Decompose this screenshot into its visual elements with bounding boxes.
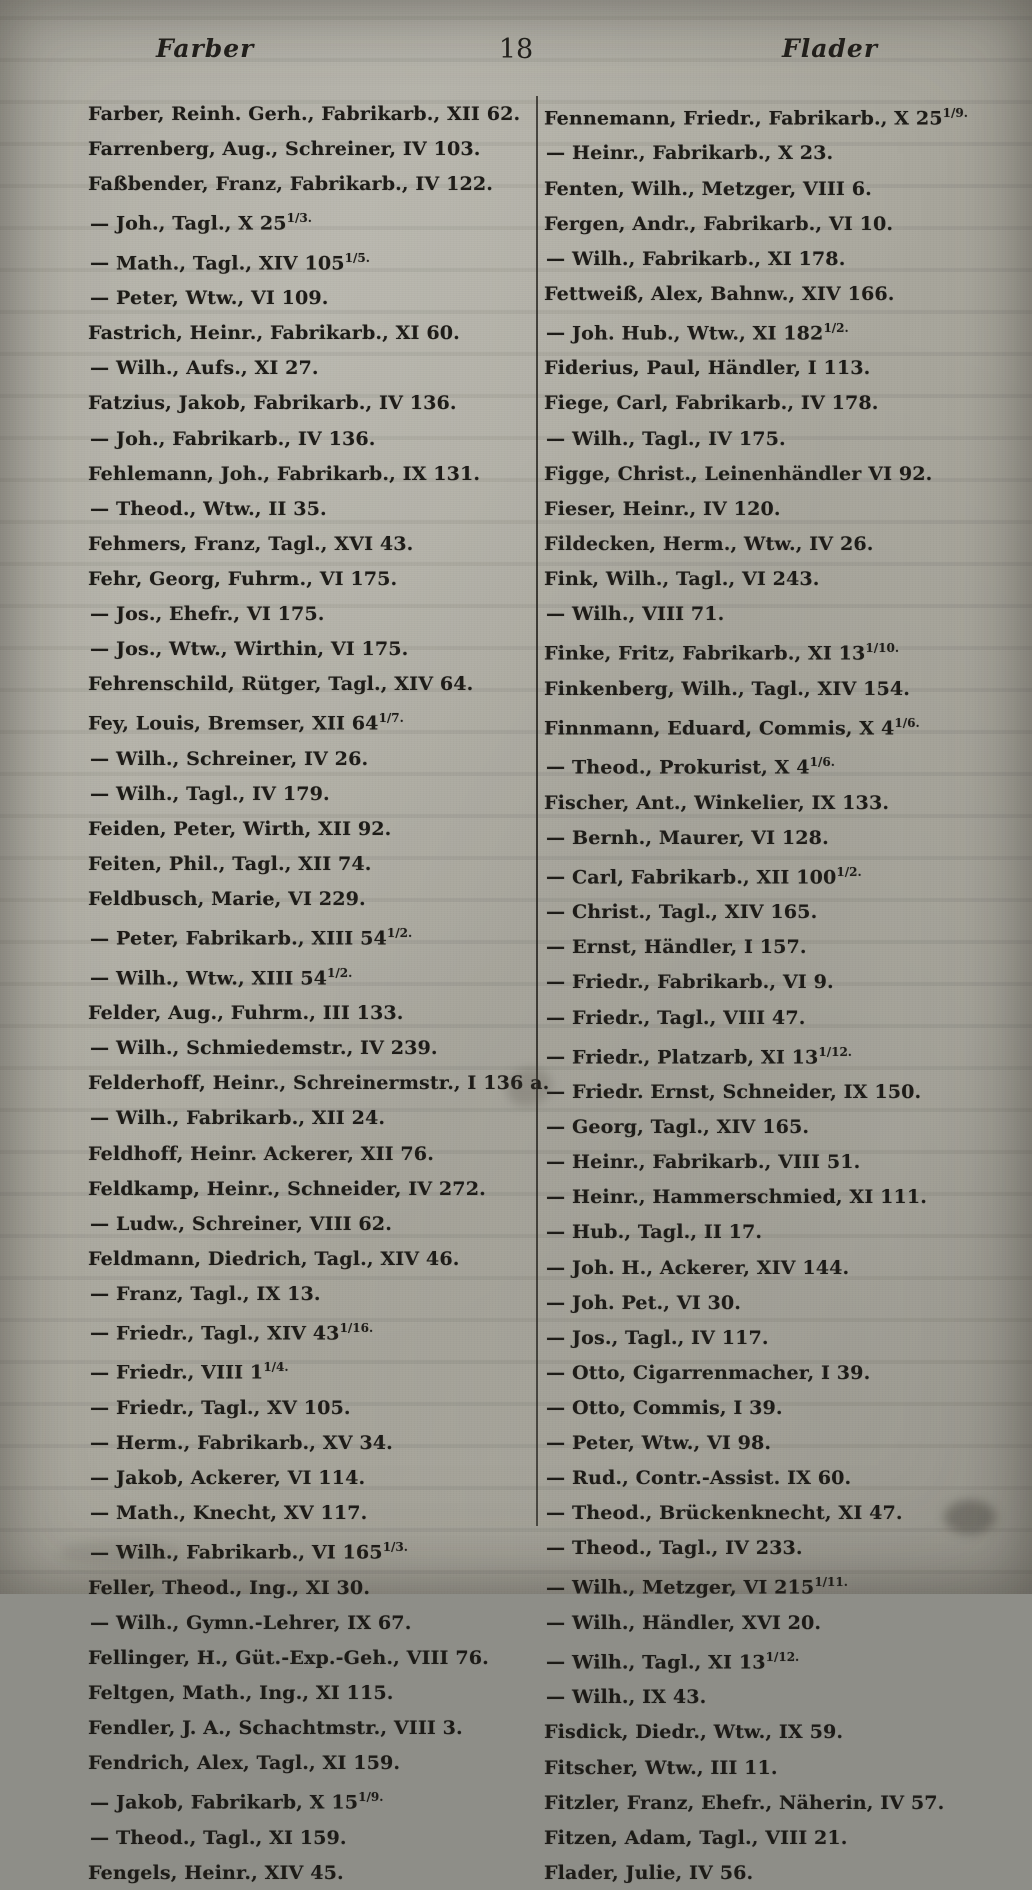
entry-fraction: 1/2. — [836, 864, 862, 879]
directory-entry — [88, 421, 504, 456]
entry-fraction: 1/10. — [865, 641, 900, 656]
entry-text: Fettweiß, Alex, Bahnw., XIV 166. — [544, 281, 895, 305]
repeat-dash: — — [546, 1290, 566, 1314]
entry-text: Peter, Wtw., VI 109. — [116, 286, 329, 310]
directory-entry — [544, 1390, 956, 1425]
entry-fraction: 1/12. — [818, 1044, 852, 1059]
directory-entry — [544, 1250, 956, 1285]
header-left-guideword: Farber — [156, 34, 255, 63]
repeat-dash: — — [546, 900, 566, 924]
entry-text: Joh. Hub., Wtw., XI 182 — [572, 321, 824, 345]
entry-fraction: 1/9. — [942, 106, 968, 120]
directory-entry — [544, 855, 956, 894]
directory-entry — [88, 1570, 504, 1605]
entry-fraction: 1/7. — [378, 711, 404, 726]
directory-entry — [88, 1065, 550, 1100]
repeat-dash: — — [546, 755, 566, 779]
directory-entry — [88, 1136, 504, 1171]
entry-text: Theod., Brückenknecht, XI 47. — [572, 1501, 903, 1525]
entry-fraction: 1/11. — [814, 1575, 848, 1590]
entry-text: Ernst, Händler, I 157. — [572, 935, 807, 959]
directory-entry — [88, 1171, 504, 1206]
directory-entry — [88, 96, 521, 131]
entry-text: Friedr., Tagl., XV 105. — [116, 1395, 351, 1419]
entry-text: Fitzler, Franz, Ehefr., Näherin, IV 57. — [544, 1790, 945, 1814]
entry-text: Fengels, Heinr., XIV 45. — [88, 1860, 344, 1884]
repeat-dash: — — [546, 426, 566, 450]
repeat-dash: — — [546, 1255, 566, 1279]
entry-text: Fiderius, Paul, Händler, I 113. — [544, 356, 871, 380]
directory-entry — [544, 1144, 956, 1179]
directory-entry — [88, 596, 504, 631]
directory-entry — [544, 631, 956, 670]
entry-fraction: 1/12. — [765, 1649, 800, 1664]
entry-text: Joh., Tagl., X 25 — [116, 211, 287, 235]
directory-entry — [544, 1035, 956, 1074]
entry-text: Fehlemann, Joh., Fabrikarb., IX 131. — [88, 461, 481, 485]
directory-entry — [88, 201, 504, 240]
entry-text: Wilh., Gymn.-Lehrer, IX 67. — [116, 1610, 412, 1634]
entry-text: Feldkamp, Heinr., Schneider, IV 272. — [88, 1176, 486, 1200]
entry-text: Theod., Wtw., II 35. — [116, 496, 327, 520]
page-number: 18 — [498, 34, 534, 65]
entry-text: Finkenberg, Wilh., Tagl., XIV 154. — [544, 676, 911, 700]
repeat-dash: — — [90, 1790, 110, 1814]
repeat-dash: — — [546, 1185, 566, 1209]
entry-text: Jos., Wtw., Wirthin, VI 175. — [116, 637, 409, 661]
entry-text: Heinr., Fabrikarb., VIII 51. — [572, 1150, 861, 1174]
repeat-dash: — — [546, 1220, 566, 1244]
repeat-dash: — — [90, 1106, 110, 1130]
entry-text: Otto, Commis, I 39. — [572, 1395, 783, 1419]
directory-entry — [544, 206, 956, 241]
directory-entry — [544, 1785, 956, 1820]
entry-fraction: 1/6. — [894, 715, 920, 730]
repeat-dash: — — [90, 1036, 110, 1060]
entry-text: Finnmann, Eduard, Commis, X 4 — [544, 716, 895, 740]
repeat-dash: — — [90, 1466, 110, 1490]
directory-entry — [544, 1605, 956, 1640]
directory-entry — [544, 171, 956, 206]
directory-entry — [544, 1214, 956, 1249]
entry-text: Feldbusch, Marie, VI 229. — [88, 887, 366, 911]
entry-text: Feldmann, Diedrich, Tagl., XIV 46. — [88, 1246, 460, 1270]
directory-entry — [88, 280, 504, 315]
entry-fraction: 1/5. — [344, 250, 370, 265]
directory-entry — [544, 745, 956, 784]
entry-text: Feldhoff, Heinr. Ackerer, XII 76. — [88, 1141, 434, 1165]
directory-entry — [88, 1780, 504, 1819]
directory-entry — [544, 1495, 956, 1530]
directory-entry — [544, 1355, 956, 1390]
repeat-dash: — — [90, 926, 110, 950]
entry-text: Wilh., Tagl., IV 175. — [572, 426, 786, 450]
directory-entry — [88, 1530, 504, 1569]
entry-text: Friedr., Platzarb, XI 13 — [572, 1044, 819, 1068]
repeat-dash: — — [90, 251, 110, 275]
repeat-dash: — — [546, 602, 566, 626]
entry-text: Ludw., Schreiner, VIII 62. — [116, 1211, 392, 1235]
directory-entry — [88, 1745, 504, 1780]
entry-fraction: 1/2. — [823, 320, 849, 335]
directory-entry — [88, 666, 504, 701]
entry-text: Farrenberg, Aug., Schreiner, IV 103. — [88, 137, 481, 161]
directory-entry — [544, 1640, 956, 1679]
entry-text: Peter, Fabrikarb., XIII 54 — [116, 926, 387, 950]
entry-text: Wilh., Fabrikarb., XI 178. — [572, 246, 846, 270]
entry-text: Fellinger, H., Güt.-Exp.-Geh., VIII 76. — [88, 1645, 489, 1669]
directory-entry — [544, 241, 956, 276]
directory-entry — [88, 741, 504, 776]
left-column — [88, 96, 550, 1884]
repeat-dash: — — [546, 1610, 566, 1634]
entry-text: Friedr., Tagl., XIV 43 — [116, 1321, 340, 1345]
repeat-dash: — — [546, 1044, 566, 1068]
entry-fraction: 1/4. — [263, 1360, 289, 1375]
entry-fraction: 1/3. — [286, 211, 312, 226]
entry-text: Heinr., Fabrikarb., X 23. — [572, 141, 834, 165]
repeat-dash: — — [90, 746, 110, 770]
directory-entry — [544, 561, 956, 596]
entry-text: Bernh., Maurer, VI 128. — [572, 825, 829, 849]
directory-entry — [88, 385, 504, 420]
repeat-dash: — — [90, 1610, 110, 1634]
directory-entry — [88, 631, 504, 666]
entry-text: Flader, Julie, IV 56. — [544, 1860, 754, 1884]
directory-entry — [544, 1714, 956, 1749]
repeat-dash: — — [90, 781, 110, 805]
directory-entry — [88, 1460, 504, 1495]
repeat-dash: — — [90, 602, 110, 626]
entry-text: Figge, Christ., Leinenhändler VI 92. — [544, 461, 933, 485]
entry-text: Joh. H., Ackerer, XIV 144. — [572, 1255, 850, 1279]
directory-entry — [88, 776, 504, 811]
entry-text: Fendler, J. A., Schachtmstr., VIII 3. — [88, 1716, 463, 1740]
repeat-dash: — — [546, 1325, 566, 1349]
entry-text: Hub., Tagl., II 17. — [572, 1220, 763, 1244]
directory-entry — [88, 916, 504, 955]
directory-entry — [544, 964, 956, 999]
repeat-dash: — — [546, 865, 566, 889]
directory-entry — [88, 1495, 504, 1530]
directory-entry — [88, 811, 504, 846]
entry-fraction: 1/16. — [339, 1320, 374, 1335]
directory-entry — [544, 421, 956, 456]
entry-text: Fitzen, Adam, Tagl., VIII 21. — [544, 1825, 848, 1849]
repeat-dash: — — [90, 1211, 110, 1235]
repeat-dash: — — [546, 970, 566, 994]
entry-text: Fehmers, Franz, Tagl., XVI 43. — [88, 531, 414, 555]
entry-text: Franz, Tagl., IX 13. — [116, 1281, 321, 1305]
repeat-dash: — — [546, 1360, 566, 1384]
directory-entry — [544, 706, 956, 745]
entry-text: Feiten, Phil., Tagl., XII 74. — [88, 852, 372, 876]
entry-text: Otto, Cigarrenmacher, I 39. — [572, 1360, 871, 1384]
entry-text: Fennemann, Friedr., Fabrikarb., X 25 — [544, 106, 943, 130]
directory-entry — [88, 995, 504, 1030]
repeat-dash: — — [90, 1825, 110, 1849]
directory-entry — [544, 385, 956, 420]
directory-entry — [544, 276, 956, 311]
repeat-dash: — — [546, 1395, 566, 1419]
repeat-dash: — — [546, 1536, 566, 1560]
entry-text: Fatzius, Jakob, Fabrikarb., IV 136. — [88, 391, 457, 415]
directory-entry — [88, 456, 504, 491]
entry-fraction: 1/3. — [382, 1540, 408, 1555]
entry-text: Fieser, Heinr., IV 120. — [544, 496, 781, 520]
repeat-dash: — — [90, 1501, 110, 1525]
directory-entry — [88, 491, 504, 526]
entry-text: Feiden, Peter, Wirth, XII 92. — [88, 816, 392, 840]
directory-entry — [88, 1710, 504, 1745]
directory-entry — [544, 1000, 956, 1035]
directory-entry — [88, 1425, 504, 1460]
directory-entry — [544, 1179, 956, 1214]
directory-entry — [544, 1750, 956, 1785]
directory-columns — [88, 96, 968, 1884]
repeat-dash: — — [90, 1395, 110, 1419]
entry-fraction: 1/2. — [327, 965, 353, 980]
directory-entry — [544, 1320, 956, 1355]
entry-text: Math., Tagl., XIV 105 — [116, 251, 345, 275]
directory-entry — [544, 1460, 956, 1495]
directory-entry — [544, 135, 956, 170]
repeat-dash: — — [546, 1650, 566, 1674]
entry-text: Friedr., Tagl., VIII 47. — [572, 1005, 806, 1029]
entry-text: Carl, Fabrikarb., XII 100 — [572, 865, 837, 889]
repeat-dash: — — [546, 935, 566, 959]
directory-entry — [88, 526, 504, 561]
entry-text: Felder, Aug., Fuhrm., III 133. — [88, 1001, 404, 1025]
entry-text: Herm., Fabrikarb., XV 34. — [116, 1430, 393, 1454]
directory-entry — [544, 1425, 956, 1460]
directory-entry — [544, 491, 956, 526]
entry-text: Math., Knecht, XV 117. — [116, 1501, 368, 1525]
directory-entry — [544, 1820, 956, 1855]
directory-entry — [88, 1030, 504, 1065]
entry-text: Friedr. Ernst, Schneider, IX 150. — [572, 1080, 922, 1104]
directory-entry — [88, 1311, 504, 1350]
repeat-dash: — — [546, 1115, 566, 1139]
entry-text: Joh., Fabrikarb., IV 136. — [116, 426, 376, 450]
entry-text: Joh. Pet., VI 30. — [572, 1290, 742, 1314]
directory-entry — [88, 846, 504, 881]
entry-text: Fey, Louis, Bremser, XII 64 — [88, 711, 379, 735]
directory-entry — [544, 671, 956, 706]
entry-text: Wilh., Fabrikarb., VI 165 — [116, 1540, 383, 1564]
entry-text: Feltgen, Math., Ing., XI 115. — [88, 1681, 394, 1704]
entry-text: Jos., Tagl., IV 117. — [572, 1325, 769, 1349]
directory-entry — [88, 701, 504, 740]
repeat-dash: — — [90, 1540, 110, 1564]
entry-fraction: 1/6. — [809, 755, 835, 770]
directory-entry — [88, 1390, 504, 1425]
entry-text: Jos., Ehefr., VI 175. — [116, 602, 325, 626]
repeat-dash: — — [546, 1685, 566, 1709]
directory-entry — [88, 1100, 504, 1135]
directory-entry — [88, 1241, 504, 1276]
entry-fraction: 1/2. — [386, 926, 413, 941]
directory-entry — [544, 929, 956, 964]
entry-text: Fehr, Georg, Fuhrm., VI 175. — [88, 566, 398, 590]
entry-text: Feller, Theod., Ing., XI 30. — [88, 1575, 371, 1599]
header-right-guideword: Flader — [781, 34, 878, 63]
directory-entry — [544, 1074, 956, 1109]
directory-entry — [88, 315, 504, 350]
entry-text: Fischer, Ant., Winkelier, IX 133. — [544, 790, 890, 814]
directory-entry — [544, 1565, 956, 1604]
entry-text: Fastrich, Heinr., Fabrikarb., XI 60. — [88, 321, 460, 345]
entry-text: Fenten, Wilh., Metzger, VIII 6. — [544, 176, 872, 200]
directory-entry — [544, 1679, 956, 1714]
directory-entry — [88, 1276, 504, 1311]
directory-entry — [88, 241, 504, 280]
directory-entry — [88, 956, 504, 995]
entry-text: Fitscher, Wtw., III 11. — [544, 1755, 778, 1779]
entry-text: Fehrenschild, Rütger, Tagl., XIV 64. — [88, 672, 474, 696]
entry-text: Wilh., Händler, XVI 20. — [572, 1610, 822, 1634]
entry-text: Felderhoff, Heinr., Schreinermstr., I 136 a. — [88, 1071, 550, 1095]
entry-text: Wilh., Wtw., XIII 54 — [116, 966, 327, 990]
entry-text: Fendrich, Alex, Tagl., XI 159. — [88, 1751, 401, 1775]
page-header — [96, 34, 936, 74]
entry-text: Fiege, Carl, Fabrikarb., IV 178. — [544, 391, 879, 415]
entry-text: Jakob, Fabrikarb, X 15 — [116, 1790, 359, 1814]
directory-entry — [544, 785, 956, 820]
directory-entry — [88, 1605, 504, 1640]
repeat-dash: — — [90, 286, 110, 310]
repeat-dash: — — [546, 141, 566, 165]
repeat-dash: — — [546, 1005, 566, 1029]
entry-text: Wilh., IX 43. — [572, 1685, 707, 1709]
directory-entry — [544, 96, 968, 135]
repeat-dash: — — [546, 1501, 566, 1525]
directory-entry — [88, 1206, 504, 1241]
directory-entry — [88, 1640, 504, 1675]
repeat-dash: — — [90, 1321, 110, 1345]
directory-entry — [544, 350, 956, 385]
repeat-dash: — — [90, 966, 110, 990]
directory-entry — [544, 456, 956, 491]
repeat-dash: — — [546, 825, 566, 849]
directory-entry — [544, 820, 956, 855]
entry-text: Wilh., Schreiner, IV 26. — [116, 746, 369, 770]
entry-text: Jakob, Ackerer, VI 114. — [116, 1466, 366, 1490]
entry-text: Wilh., Metzger, VI 215 — [572, 1575, 815, 1599]
entry-text: Wilh., Tagl., IV 179. — [116, 781, 330, 805]
repeat-dash: — — [546, 1430, 566, 1454]
entry-text: Finke, Fritz, Fabrikarb., XI 13 — [544, 641, 866, 665]
directory-entry — [544, 1530, 956, 1565]
directory-entry — [544, 1109, 956, 1144]
directory-entry — [88, 1855, 504, 1890]
directory-entry — [544, 526, 956, 561]
repeat-dash: — — [90, 1360, 110, 1384]
entry-text: Fergen, Andr., Fabrikarb., VI 10. — [544, 211, 894, 235]
directory-entry — [544, 894, 956, 929]
directory-entry — [88, 1820, 504, 1855]
entry-text: Christ., Tagl., XIV 165. — [572, 900, 818, 924]
directory-entry — [88, 350, 504, 385]
entry-text: Georg, Tagl., XIV 165. — [572, 1115, 810, 1139]
entry-fraction: 1/9. — [358, 1790, 384, 1805]
entry-text: Farber, Reinh. Gerh., Fabrikarb., XII 62. — [88, 102, 521, 125]
repeat-dash: — — [546, 321, 566, 345]
entry-text: Theod., Tagl., XI 159. — [116, 1825, 347, 1849]
entry-text: Wilh., Aufs., XI 27. — [116, 356, 319, 380]
entry-text: Fink, Wilh., Tagl., VI 243. — [544, 566, 820, 590]
repeat-dash: — — [546, 1150, 566, 1174]
entry-text: Wilh., Fabrikarb., XII 24. — [116, 1106, 386, 1130]
entry-text: Peter, Wtw., VI 98. — [572, 1430, 772, 1454]
entry-text: Fildecken, Herm., Wtw., IV 26. — [544, 531, 874, 555]
entry-text: Friedr., Fabrikarb., VI 9. — [572, 970, 834, 994]
directory-entry — [88, 131, 504, 166]
directory-entry — [88, 1675, 504, 1710]
repeat-dash: — — [90, 637, 110, 661]
entry-text: Theod., Tagl., IV 233. — [572, 1536, 803, 1560]
right-column — [522, 96, 968, 1884]
entry-text: Friedr., VIII 1 — [116, 1360, 264, 1384]
entry-text: Wilh., Tagl., XI 13 — [572, 1650, 766, 1674]
repeat-dash: — — [90, 356, 110, 380]
entry-text: Wilh., VIII 71. — [572, 602, 725, 626]
entry-text: Faßbender, Franz, Fabrikarb., IV 122. — [88, 172, 494, 196]
entry-text: Theod., Prokurist, X 4 — [572, 755, 810, 779]
directory-entry — [544, 596, 956, 631]
entry-text: Wilh., Schmiedemstr., IV 239. — [116, 1036, 438, 1060]
directory-entry — [88, 1350, 504, 1389]
directory-entry — [544, 1285, 956, 1320]
repeat-dash: — — [90, 211, 110, 235]
repeat-dash: — — [90, 1281, 110, 1305]
entry-text: Fisdick, Diedr., Wtw., IX 59. — [544, 1720, 844, 1744]
repeat-dash: — — [546, 1466, 566, 1490]
directory-entry — [544, 1855, 956, 1890]
repeat-dash: — — [546, 246, 566, 270]
entry-text: Rud., Contr.-Assist. IX 60. — [572, 1466, 852, 1490]
repeat-dash: — — [546, 1080, 566, 1104]
directory-entry — [88, 881, 504, 916]
entry-text: Heinr., Hammerschmied, XI 111. — [572, 1185, 928, 1209]
repeat-dash: — — [90, 496, 110, 520]
repeat-dash: — — [90, 426, 110, 450]
directory-entry — [544, 311, 956, 350]
directory-entry — [88, 561, 504, 596]
repeat-dash: — — [90, 1430, 110, 1454]
repeat-dash: — — [546, 1575, 566, 1599]
directory-entry — [88, 166, 504, 201]
